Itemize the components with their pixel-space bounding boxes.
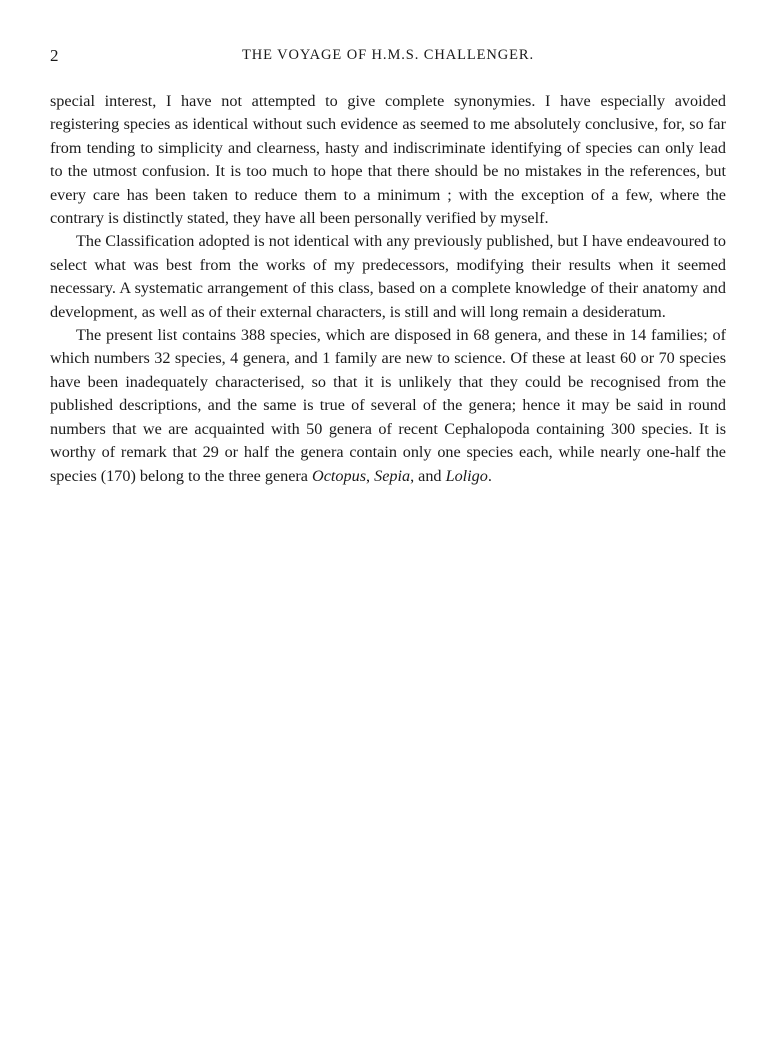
running-title: THE VOYAGE OF H.M.S. CHALLENGER.	[242, 47, 534, 63]
genus-separator: ,	[366, 466, 375, 485]
page-number: 2	[50, 46, 59, 65]
paragraph-synonymies: special interest, I have not attempted to give complete synonymies. I have especially avoided registering species as identical without such evidence as seemed to me absolutely conclusive, for, so far from tending to simplicity and clearness, hasty and indiscriminate identifying of species can only lead to the utmost confusion. It is too much to hope that there should be no mistakes in the references, but every care has been taken to reduce them to a minimum ; with the exception of a few, where the contrary is distinctly stated, they have all been personally verified by myself.	[50, 92, 726, 228]
running-head	[50, 46, 726, 74]
document-page	[50, 46, 726, 488]
paragraph-species-count	[50, 324, 726, 488]
body-text	[50, 90, 726, 488]
paragraph-classification: The Classification adopted is not identical with any previously published, but I have endeavoured to select what was best from the works of my predecessors, modifying their results when it seemed necessary. A systematic arrangement of this class, based on a complete knowledge of their anatomy and development, as well as of their external characters, is still and will long remain a desideratum.	[50, 232, 726, 321]
genus-sepia: Sepia	[374, 466, 411, 485]
paragraph-ending: .	[487, 466, 492, 485]
species-count-text: The present list contains 388 species, which are disposed in 68 genera, and these in 14 families; of which numbers 32 species, 4 genera, and 1 family are new to science. Of these at least 60 or 70 species have been inadequately characterised, so that it is unlikely that they could be recognised from the published descriptions, and the same is true of several of the genera; hence it may be said in round numbers that we are acquainted with 50 genera of recent Cephalopoda containing 300 species. It is worthy of remark that 29 or half the genera contain only one species each, while nearly one-half the species (170) belong to the three genera	[50, 326, 726, 485]
genus-separator: , and	[410, 466, 446, 485]
genus-octopus: Octopus	[312, 466, 366, 485]
genus-loligo: Loligo	[445, 466, 488, 485]
